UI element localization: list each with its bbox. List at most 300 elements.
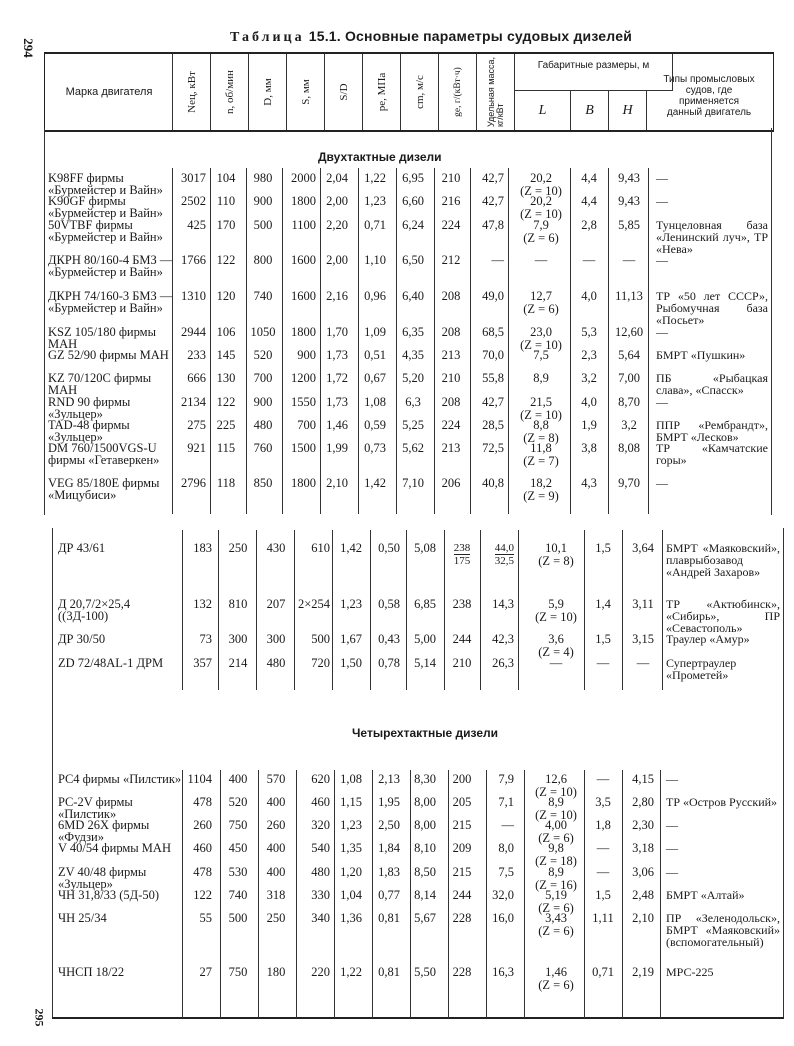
cell-cylinder-count: (Z = 6) [538, 900, 574, 915]
cell-n: 300 [228, 632, 248, 646]
cell-length-value: — [534, 253, 548, 267]
cell-s: 2000 [291, 171, 316, 185]
cell-s: 720 [311, 656, 330, 670]
cell-ships: — [666, 772, 678, 786]
cell-cm: 5,25 [402, 418, 424, 432]
cell-pe: 2,13 [378, 772, 400, 786]
column-divider [220, 770, 221, 1018]
cell-s: 2×254 [297, 597, 330, 611]
cell-length [512, 195, 570, 220]
cell-n: 2134 [181, 395, 206, 409]
header-B [571, 91, 609, 130]
cell-pe: 2,50 [378, 818, 400, 832]
cell-b: 4,0 [581, 395, 597, 409]
cell-ge: 200 [452, 772, 472, 786]
cell-n: 520 [228, 795, 248, 809]
cell-n: 73 [199, 632, 212, 646]
header-bore-label: D, мм [261, 78, 274, 106]
cell-cylinder-count: (Z = 10) [535, 609, 577, 624]
cell-length-value: 12,7 [530, 289, 552, 303]
cell-engine: ДКРН 74/160-3 БМЗ — «Бурмейстер и Вайн» [48, 289, 173, 315]
cell-engine: Д 20,7/2×25,4 ((3Д-100) [58, 597, 131, 623]
cell-h: 2,30 [632, 818, 654, 832]
cell-b: — [582, 253, 596, 267]
cell-d: 850 [253, 476, 273, 490]
cell-d: 250 [266, 911, 286, 925]
column-divider [660, 770, 661, 1018]
cell-mass: — [491, 253, 504, 267]
cell-pe: 0,71 [364, 218, 386, 232]
cell-pe: 0,51 [364, 348, 386, 362]
cell-sd: 1,35 [340, 841, 362, 855]
cell-sd: 2,04 [326, 171, 348, 185]
cell-ships: ПР «Зеленодольск», БМРТ «Маяковский» (вспомогательный) [666, 911, 780, 949]
cell-s: 320 [311, 818, 330, 832]
cell-mass: 8,0 [498, 841, 514, 855]
cell-sd: 1,73 [326, 395, 348, 409]
column-divider [210, 168, 211, 514]
cell-n: 530 [228, 865, 248, 879]
cell-h: 2,10 [632, 911, 654, 925]
cell-h: 4,15 [632, 772, 654, 786]
cell-s: 900 [297, 348, 316, 362]
cell-length-value: 3,6 [548, 632, 564, 646]
cell-sd: 1,23 [340, 597, 362, 611]
cell-s: 620 [311, 772, 330, 786]
cell-length-value: 9,8 [548, 841, 564, 855]
cell-mass: 68,5 [482, 325, 504, 339]
cell-d: 1050 [250, 325, 276, 339]
header-rpm-label: n, об/мин [223, 70, 236, 114]
cell-mass: 16,3 [492, 965, 514, 979]
cell-sd: 1,72 [326, 371, 348, 385]
cell-n: 1310 [181, 289, 206, 303]
cell-cm: 8,30 [414, 772, 436, 786]
header-pe-label: pe, МПа [375, 72, 388, 112]
header-bore [249, 54, 287, 130]
column-divider [622, 530, 623, 690]
cell-h: 2,19 [632, 965, 654, 979]
cell-n: 3017 [181, 171, 206, 185]
fraction-denominator: 32,5 [494, 555, 514, 567]
cell-cm: 5,14 [414, 656, 436, 670]
cell-pe: 1,23 [364, 194, 386, 208]
cell-n: 115 [216, 441, 236, 455]
cell-n: 104 [216, 171, 236, 185]
cell-length [512, 349, 570, 362]
cell-ge: 228 [452, 965, 472, 979]
cell-b: 4,0 [581, 289, 597, 303]
cell-sd: 1,04 [340, 888, 362, 902]
cell-ships: — [656, 194, 668, 208]
column-divider [282, 168, 283, 514]
column-divider [622, 770, 623, 1018]
cell-ge: 210 [452, 656, 472, 670]
border-left-top [44, 128, 45, 515]
header-H-label: H [622, 103, 633, 118]
cell-mass: 42,7 [482, 171, 504, 185]
cell-mass: 7,5 [498, 865, 514, 879]
cell-cm: 6,3 [405, 395, 421, 409]
cell-h: 3,15 [632, 632, 654, 646]
header-B-label: B [585, 103, 594, 118]
cell-cm: 6,95 [402, 171, 424, 185]
cell-ships: ПБ «Рыбацкая слава», «Спасск» [656, 371, 768, 397]
cell-cm: 5,62 [402, 441, 424, 455]
cell-ge: 210 [441, 171, 461, 185]
cell-cylinder-count: (Z = 4) [538, 644, 574, 659]
cell-cm: 6,40 [402, 289, 424, 303]
cell-engine: 6MD 26X фирмы «Фудзи» [58, 818, 150, 844]
cell-engine: ZD 72/48AL-1 ДРМ [58, 656, 164, 670]
cell-pe: 0,78 [378, 656, 400, 670]
header-mass [477, 54, 515, 130]
cell-ge: 228 [452, 911, 472, 925]
cell-b: 3,2 [581, 371, 597, 385]
cell-n: 122 [216, 253, 236, 267]
column-divider [182, 770, 183, 1018]
cell-ge: 210 [441, 371, 461, 385]
column-divider [470, 168, 471, 514]
cell-sd: 2,20 [326, 218, 348, 232]
cell-cm: 6,24 [402, 218, 424, 232]
cell-d: 740 [253, 289, 273, 303]
cell-length-value: — [549, 656, 563, 670]
cell-h: 3,18 [632, 841, 654, 855]
cell-n: 225 [216, 418, 236, 432]
cell-n: 233 [187, 348, 206, 362]
cell-cylinder-count: (Z = 8) [523, 430, 559, 445]
column-divider [218, 530, 219, 690]
cell-cm: 5,20 [402, 371, 424, 385]
cell-cylinder-count: (Z = 8) [538, 553, 574, 568]
cell-d: 400 [266, 841, 286, 855]
header-cm-label: cm, м/с [413, 75, 426, 109]
header-sd-label: S/D [337, 83, 350, 101]
cell-sd: 1,36 [340, 911, 362, 925]
cell-ge: 205 [452, 795, 472, 809]
cell-pe: 0,96 [364, 289, 386, 303]
cell-d: 430 [266, 541, 286, 555]
header-H [609, 91, 647, 130]
cell-n: 400 [228, 772, 248, 786]
table-title-prefix: Таблица [230, 30, 305, 45]
cell-sd: 1,46 [326, 418, 348, 432]
header-engine [45, 54, 173, 130]
cell-ships: — [666, 818, 678, 832]
column-divider [370, 530, 371, 690]
cell-engine: ЧНСП 18/22 [58, 965, 125, 979]
cell-b: 1,8 [595, 818, 611, 832]
cell-n: 145 [216, 348, 236, 362]
border-right-top [771, 128, 772, 515]
cell-ships: ППР «Рембрандт», БМРТ «Лесков» [656, 418, 768, 444]
cell-engine: K90GF фирмы «Бурмейстер и Вайн» [48, 194, 163, 220]
cell-engine: GZ 52/90 фирмы МАН [48, 348, 169, 362]
cell-b: 1,11 [592, 911, 614, 925]
cell-length [528, 657, 584, 670]
cell-length [528, 912, 584, 937]
header-ships-label: Типы промысловых судов, где применяется данный двигатель [663, 74, 755, 118]
cell-n: 132 [193, 597, 212, 611]
cell-length [528, 966, 584, 991]
cell-b: 3,8 [581, 441, 597, 455]
cell-ge: 212 [441, 253, 461, 267]
cell-ships: Супертраулер «Прометей» [666, 656, 737, 682]
cell-cylinder-count: (Z = 6) [538, 977, 574, 992]
cell-cm: 5,00 [414, 632, 436, 646]
border-left-bottom [52, 528, 53, 1018]
cell-engine: KZ 70/120C фирмы МАН [48, 371, 152, 397]
cell-cylinder-count: (Z = 6) [538, 830, 574, 845]
cell-n: 2796 [181, 476, 206, 490]
cell-length-value: 8,9 [533, 371, 549, 385]
column-divider [258, 770, 259, 1018]
cell-pe: 1,42 [364, 476, 386, 490]
cell-s: 1550 [291, 395, 316, 409]
cell-length-value: 23,0 [530, 325, 552, 339]
column-divider [508, 168, 509, 514]
cell-pe: 1,84 [378, 841, 400, 855]
cell-d: 400 [266, 865, 286, 879]
column-divider [524, 770, 525, 1018]
cell-b: — [596, 865, 610, 879]
cell-engine: DM 760/1500VGS-U фирмы «Гетаверкен» [48, 441, 160, 467]
cell-cm: 8,00 [414, 795, 436, 809]
cell-length-value: 21,5 [530, 395, 552, 409]
cell-length-value: 8,8 [533, 418, 549, 432]
cell-n: 740 [228, 888, 248, 902]
cell-h: — [622, 253, 636, 267]
cell-h: 8,70 [618, 395, 640, 409]
cell-h: 3,64 [632, 541, 654, 555]
cell-n: 460 [193, 841, 212, 855]
cell-n: 122 [193, 888, 212, 902]
cell-pe: 0,50 [378, 541, 400, 555]
column-divider [182, 530, 183, 690]
cell-n: 357 [193, 656, 212, 670]
cell-mass: 16,0 [492, 911, 514, 925]
table-header [44, 52, 774, 132]
column-divider [608, 168, 609, 514]
cell-n: 500 [228, 911, 248, 925]
cell-sd: 1,20 [340, 865, 362, 879]
cell-d: 900 [253, 395, 273, 409]
cell-h: 3,2 [621, 418, 637, 432]
cell-sd: 1,70 [326, 325, 348, 339]
cell-n: 478 [193, 795, 212, 809]
header-dims-label: Габаритные размеры, м [537, 60, 650, 71]
cell-cm: 6,35 [402, 325, 424, 339]
cell-b: 4,3 [581, 476, 597, 490]
column-divider [570, 168, 571, 514]
cell-d: 300 [266, 632, 286, 646]
cell-length-value: 10,1 [545, 541, 567, 555]
cell-length [512, 442, 570, 467]
cell-mass: 40,8 [482, 476, 504, 490]
cell-n: 183 [193, 541, 212, 555]
cell-cylinder-count: (Z = 10) [535, 784, 577, 799]
cell-cylinder-count: (Z = 10) [520, 206, 562, 221]
cell-b: — [596, 841, 610, 855]
cell-b: 2,3 [581, 348, 597, 362]
table-title-number: 15.1. [308, 28, 341, 44]
cell-length-value: 18,2 [530, 476, 552, 490]
cell-b: 1,5 [595, 888, 611, 902]
cell-length-value: 5,9 [548, 597, 564, 611]
fraction [454, 542, 471, 567]
column-divider [396, 168, 397, 514]
cell-n: 250 [228, 541, 248, 555]
cell-pe: 1,09 [364, 325, 386, 339]
cell-engine: ЧН 25/34 [58, 911, 107, 925]
cell-sd: 1,08 [340, 772, 362, 786]
cell-ge: 244 [452, 888, 472, 902]
cell-mass: 49,0 [482, 289, 504, 303]
column-divider [584, 770, 585, 1018]
cell-ge: 208 [441, 395, 461, 409]
header-sd [325, 54, 363, 130]
cell-d: 480 [253, 418, 273, 432]
cell-pe: 0,59 [364, 418, 386, 432]
cell-h: 9,43 [618, 194, 640, 208]
cell-mass-fraction [482, 542, 514, 567]
cell-sd: 2,00 [326, 253, 348, 267]
cell-d: 980 [253, 171, 273, 185]
cell-ge: 215 [452, 818, 472, 832]
cell-ships: — [666, 865, 678, 879]
cell-mass: 42,7 [482, 395, 504, 409]
cell-length-value: 11,8 [530, 441, 552, 455]
table-bottom-border [52, 1017, 784, 1019]
cell-cylinder-count: (Z = 18) [535, 853, 577, 868]
cell-s: 460 [311, 795, 330, 809]
cell-cylinder-count: (Z = 16) [535, 877, 577, 892]
header-ge [439, 54, 477, 130]
cell-engine: K98FF фирмы «Бурмейстер и Вайн» [48, 171, 163, 197]
cell-ships: — [656, 253, 668, 267]
cell-mass: 42,7 [482, 194, 504, 208]
cell-cm: 5,50 [414, 965, 436, 979]
cell-n: 425 [187, 218, 206, 232]
cell-sd: 2,00 [326, 194, 348, 208]
column-divider [406, 530, 407, 690]
cell-cm: 6,85 [414, 597, 436, 611]
cell-sd: 1,67 [340, 632, 362, 646]
cell-n: 666 [187, 371, 206, 385]
cell-h: 12,60 [614, 325, 644, 339]
column-divider [480, 530, 481, 690]
cell-s: 500 [311, 632, 330, 646]
cell-d: 180 [266, 965, 286, 979]
cell-n: 260 [193, 818, 212, 832]
cell-s: 1100 [291, 218, 316, 232]
cell-b: — [596, 656, 610, 670]
header-power [173, 54, 211, 130]
cell-mass: 47,8 [482, 218, 504, 232]
cell-d: 800 [253, 253, 273, 267]
cell-cm: 8,10 [414, 841, 436, 855]
cell-length [512, 477, 570, 502]
cell-length-value: 20,2 [530, 194, 552, 208]
cell-d: 400 [266, 795, 286, 809]
section-title-four-stroke: Четырехтактные дизели [352, 726, 499, 740]
cell-h: 7,00 [618, 371, 640, 385]
cell-ships: — [656, 325, 668, 339]
cell-h: — [636, 656, 650, 670]
cell-b: — [596, 772, 610, 786]
cell-h: 9,43 [618, 171, 640, 185]
cell-n: 118 [216, 476, 236, 490]
cell-mass: 55,8 [482, 371, 504, 385]
cell-mass: 28,5 [482, 418, 504, 432]
cell-n: 750 [228, 818, 248, 832]
cell-n: 921 [187, 441, 206, 455]
header-ships [647, 54, 771, 130]
cell-b: 1,5 [595, 632, 611, 646]
border-right-bottom [783, 528, 784, 1018]
cell-cylinder-count: (Z = 6) [538, 923, 574, 938]
header-power-label: Nец, кВт [185, 71, 198, 113]
cell-cylinder-count: (Z = 7) [523, 453, 559, 468]
cell-ge: 238 [452, 597, 472, 611]
cell-mass: 7,1 [498, 795, 514, 809]
cell-ge: 206 [441, 476, 461, 490]
cell-ge: 216 [441, 194, 461, 208]
cell-cm: 8,50 [414, 865, 436, 879]
cell-engine: ЧН 31,8/33 (5Д-50) [58, 888, 160, 902]
cell-length [528, 633, 584, 658]
fraction-numerator: 238 [453, 542, 471, 554]
cell-n: 130 [216, 371, 236, 385]
cell-s: 480 [311, 865, 330, 879]
cell-s: 220 [311, 965, 330, 979]
cell-length [512, 290, 570, 315]
header-L [515, 91, 571, 130]
cell-length [512, 254, 570, 267]
cell-n: 120 [216, 289, 236, 303]
cell-sd: 1,73 [326, 348, 348, 362]
cell-sd: 1,50 [340, 656, 362, 670]
table-title [230, 28, 632, 46]
cell-sd: 1,42 [340, 541, 362, 555]
cell-engine: VEG 85/180E фирмы «Мицубиси» [48, 476, 160, 502]
cell-b: 1,5 [595, 541, 611, 555]
cell-engine: ZV 40/48 фирмы «Зульцер» [58, 865, 147, 891]
cell-ge: 209 [452, 841, 472, 855]
cell-h: 5,64 [618, 348, 640, 362]
cell-n: 478 [193, 865, 212, 879]
cell-length [512, 372, 570, 385]
cell-length [528, 842, 584, 867]
cell-s: 1200 [291, 371, 316, 385]
cell-cm: 7,10 [402, 476, 424, 490]
cell-ships: БМРТ «Маяковский», плаврыбозавод «Андрей Захаров» [666, 541, 780, 579]
column-divider [444, 530, 445, 690]
cell-engine: KSZ 105/180 фирмы МАН [48, 325, 156, 351]
cell-pe: 0,73 [364, 441, 386, 455]
page-number-top: 294 [20, 38, 36, 58]
cell-length-value: 3,43 [545, 911, 567, 925]
cell-pe: 1,83 [378, 865, 400, 879]
column-divider [518, 530, 519, 690]
cell-sd: 1,23 [340, 818, 362, 832]
cell-pe: 0,67 [364, 371, 386, 385]
cell-ge: 208 [441, 289, 461, 303]
cell-d: 207 [266, 597, 286, 611]
table-title-text: Основные параметры судовых дизелей [344, 28, 632, 44]
cell-engine: PC4 фирмы «Пилстик» [58, 772, 182, 786]
